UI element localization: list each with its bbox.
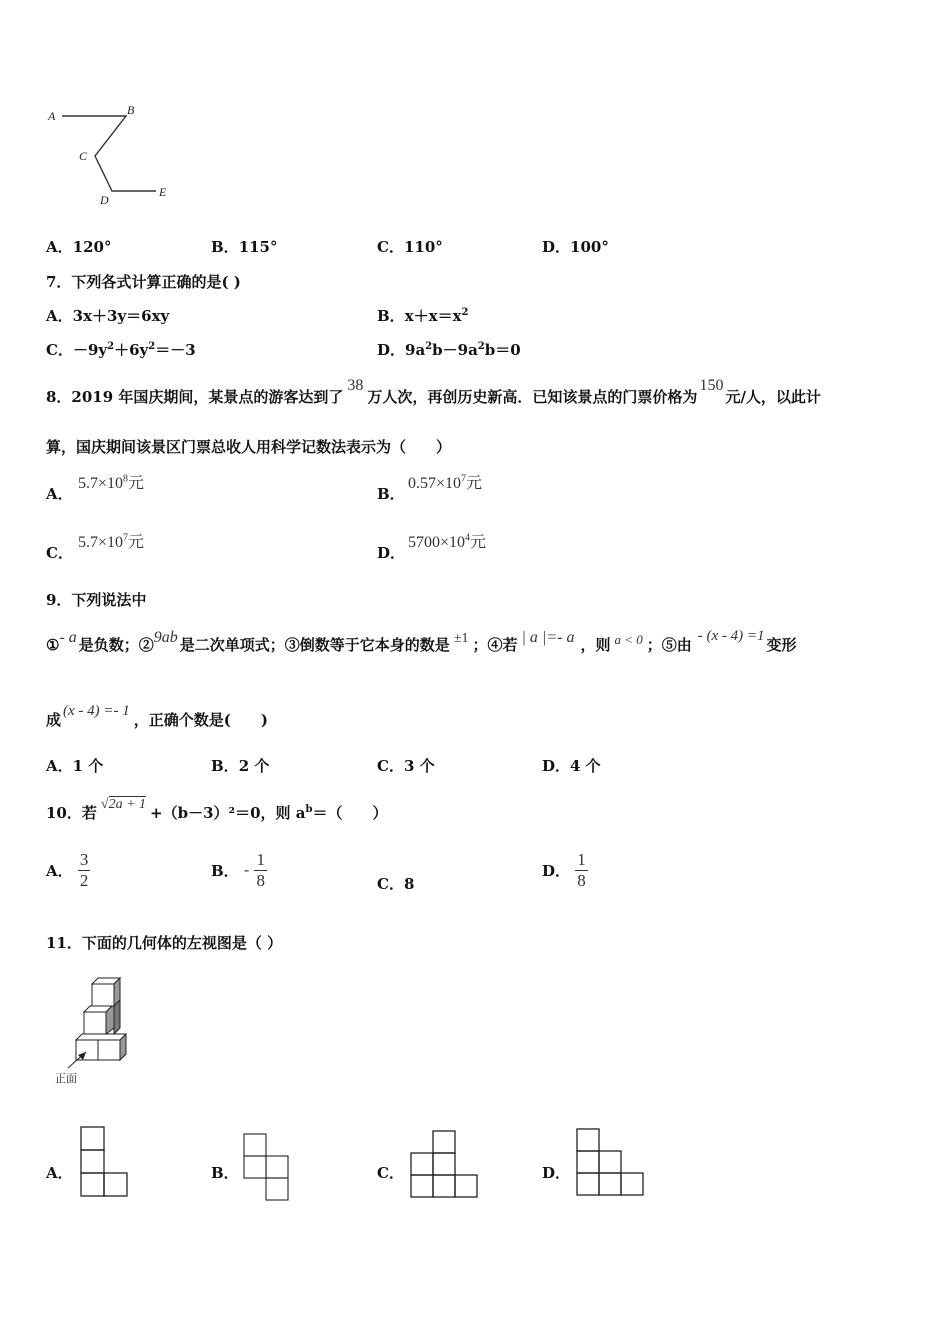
q7-option-b[interactable]: B．$x+x=x^2$ bbox=[377, 307, 469, 325]
q8-option-a-expr: $5.7\times 10^8$元 bbox=[78, 473, 145, 492]
q8-option-d[interactable]: D． bbox=[377, 544, 406, 562]
q8-option-d-expr: $5700\times 10^4$元 bbox=[408, 532, 487, 551]
q7-option-d[interactable]: D．$9a^2b-9a^2b=0$ bbox=[377, 341, 521, 359]
q6-angle-figure bbox=[40, 98, 180, 210]
q8-stem: 8．2019 年国庆期间，某景点的游客达到了38万人次，再创历史新高．已知该景点的门票价格为150元/人，以此计 bbox=[46, 377, 821, 406]
q9-option-c[interactable]: C．3 个 bbox=[377, 757, 435, 775]
q11-option-d-view bbox=[576, 1128, 646, 1198]
q6-option-c[interactable]: C．110° bbox=[377, 238, 443, 256]
q10-option-a[interactable]: A． $\frac{3}{2}$ bbox=[46, 850, 89, 890]
q9-option-d[interactable]: D．4 个 bbox=[542, 757, 601, 775]
q6-option-b[interactable]: B．115° bbox=[211, 238, 278, 256]
q10-stem: 10．若 √2a + 1 +（b－3）²＝0，则 $a^b=$（ ） bbox=[46, 797, 388, 822]
q11-stem: 11．下面的几何体的左视图是（ ） bbox=[46, 934, 283, 952]
q11-option-a-view bbox=[80, 1126, 130, 1198]
q9-statements: ①- a 是负数；②9ab 是二次单项式；③倒数等于它本身的数是 ±1 ；④若 | a |=- a ，则 a < 0 ；⑤由 - (x - 4) =1 变形 bbox=[46, 628, 797, 654]
q11-option-d[interactable]: D． bbox=[542, 1164, 571, 1182]
q8-option-c[interactable]: C． bbox=[46, 544, 73, 562]
front-label: 正面 bbox=[55, 1072, 77, 1085]
q8-price: 150 bbox=[699, 377, 724, 394]
q10-option-d[interactable]: D． $\frac{1}{8}$ bbox=[542, 850, 586, 890]
q7-option-a[interactable]: A．3x＋3y＝6xy bbox=[46, 307, 170, 325]
label-d: D bbox=[100, 193, 109, 207]
q9-option-a[interactable]: A．1 个 bbox=[46, 757, 104, 775]
label-a: A bbox=[48, 109, 56, 123]
label-b: B bbox=[127, 103, 135, 117]
q8-option-a[interactable]: A． bbox=[46, 485, 73, 503]
label-c: C bbox=[79, 149, 88, 163]
q9-statements-line2: 成 (x - 4) =- 1 ，正确个数是( ) bbox=[46, 703, 268, 729]
q11-option-b-view bbox=[243, 1133, 291, 1201]
label-e: E bbox=[159, 185, 167, 199]
q10-sqrt: √2a + 1 bbox=[100, 797, 147, 812]
q10-option-c[interactable]: C．8 bbox=[377, 875, 415, 893]
q6-option-d[interactable]: D．100° bbox=[542, 238, 609, 256]
q8-visitors: 38 bbox=[347, 377, 364, 394]
q11-option-b[interactable]: B． bbox=[211, 1164, 239, 1182]
q8-stem-line2: 算，国庆期间该景区门票总收人用科学记数法表示为（ ） bbox=[46, 438, 452, 456]
q10-option-b[interactable]: B． - $\frac{1}{8}$ bbox=[211, 850, 265, 890]
q9-stem: 9．下列说法中 bbox=[46, 591, 147, 609]
q11-solid-figure bbox=[50, 972, 140, 1092]
q7-option-c[interactable]: C．$-9y^2+6y^2=-3$ bbox=[46, 341, 196, 359]
q11-option-c[interactable]: C． bbox=[377, 1164, 404, 1182]
q8-option-c-expr: $5.7\times 10^7$元 bbox=[78, 532, 145, 551]
q11-option-a[interactable]: A． bbox=[46, 1164, 73, 1182]
q6-option-a[interactable]: A．120° bbox=[46, 238, 112, 256]
q7-stem: 7．下列各式计算正确的是( ) bbox=[46, 273, 241, 291]
q8-option-b-expr: $0.57\times 10^7$元 bbox=[408, 473, 483, 492]
q8-option-b[interactable]: B． bbox=[377, 485, 405, 503]
q11-option-c-view bbox=[410, 1130, 480, 1198]
q9-option-b[interactable]: B．2 个 bbox=[211, 757, 270, 775]
